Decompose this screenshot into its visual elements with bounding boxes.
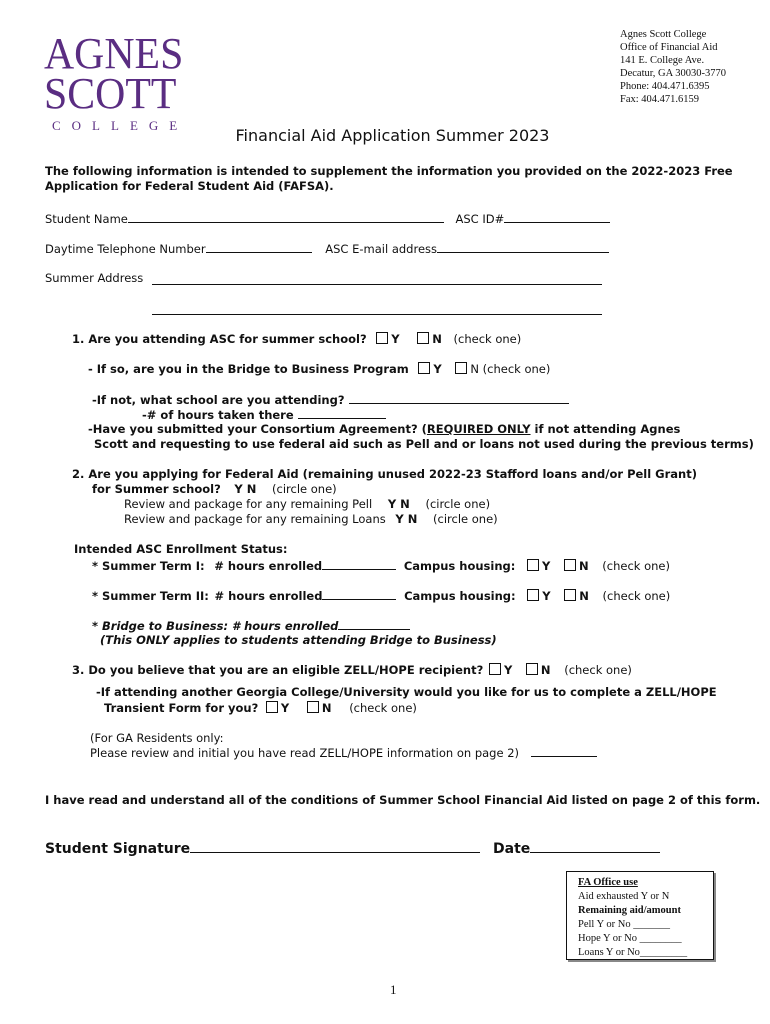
bridge-yes-checkbox[interactable] (418, 362, 430, 374)
intro-line-2: Application for Federal Student Aid (FAFSA). (45, 179, 334, 193)
logo-line-scott: SCOTT (44, 69, 177, 118)
ga-residents-row (90, 745, 597, 760)
daytime-phone-label: Daytime Telephone Number (45, 242, 206, 256)
date-input[interactable] (530, 838, 660, 853)
other-school-input[interactable] (349, 392, 569, 404)
bridge-hours-input[interactable] (338, 618, 410, 630)
q1-no-label: N (432, 332, 442, 346)
term2-housing-label: Campus housing: (404, 589, 516, 603)
signature-row (45, 838, 660, 857)
q1-if-not-row (92, 392, 569, 407)
enrollment-heading: Intended ASC Enrollment Status: (74, 542, 288, 556)
agnes-scott-logo (44, 29, 204, 134)
q1-if-not-label: -If not, what school are you attending? (92, 393, 345, 407)
q3-transient-row (104, 701, 417, 715)
bridge-hours-label: * Bridge to Business: # hours enrolled (92, 619, 339, 633)
phone-email-row (45, 241, 609, 256)
bridge-no-checkbox[interactable] (455, 362, 467, 374)
summer-address-label: Summer Address (45, 271, 144, 285)
asc-id-input[interactable] (504, 211, 610, 223)
acknowledgement: I have read and understand all of the conditions of Summer School Financial Aid listed on page 2 of this form. (45, 793, 761, 807)
q2-pell-label: Review and package for any remaining Pell (124, 497, 373, 511)
q2-line-2 (92, 482, 337, 496)
q2-loans-circle-one: (circle one) (433, 512, 498, 526)
term2-hours-label: # hours enrolled (214, 589, 323, 603)
q1-hours-row (142, 407, 386, 422)
q2-loans-yn[interactable]: Y N (395, 512, 418, 526)
q2-loans-label: Review and package for any remaining Loans (124, 512, 386, 526)
q1-consortium-row (88, 422, 680, 436)
ga-residents-line-1: (For GA Residents only: (90, 731, 224, 745)
term1-housing-no-checkbox[interactable] (564, 559, 576, 571)
q1-bridge-row (88, 362, 550, 376)
address-line: Office of Financial Aid (620, 42, 718, 53)
q1-yes-checkbox[interactable] (376, 332, 388, 344)
term1-row (92, 558, 670, 573)
address-line: Decatur, GA 30030-3770 (620, 68, 727, 79)
zell-hope-initials-input[interactable] (531, 745, 597, 757)
transient-yes-label: Y (280, 701, 290, 715)
q3-check-one: (check one) (564, 663, 632, 677)
q1-check-one: (check one) (453, 332, 522, 346)
daytime-phone-input[interactable] (206, 241, 312, 253)
form-title: Financial Aid Application Summer 2023 (235, 126, 550, 145)
consortium-text-a: -Have you submitted your Consortium Agreement? ( (88, 422, 427, 436)
office-remaining: Remaining aid/amount (578, 905, 681, 916)
logo-line-college: COLLEGE (52, 118, 189, 133)
address-line: Fax: 404.471.6159 (620, 94, 700, 105)
term1-housing-yes-label: Y (542, 559, 551, 573)
q3-yes-label: Y (503, 663, 513, 677)
office-aid-exhausted: Aid exhausted Y or N (578, 891, 670, 902)
term1-check-one: (check one) (602, 559, 670, 573)
term1-hours-input[interactable] (322, 558, 396, 570)
asc-email-input[interactable] (437, 241, 609, 253)
q3-no-label: N (540, 663, 551, 677)
q2-loans-row (124, 512, 498, 526)
student-signature-input[interactable] (190, 838, 480, 853)
page-number: 1 (390, 982, 397, 997)
intro-line-1: The following information is intended to supplement the information you provided on the 2022-2023 Free (45, 164, 733, 178)
consortium-text-b: if not attending Agnes (530, 422, 681, 436)
term2-housing-no-label: N (579, 589, 589, 603)
q3-transient-line-1: -If attending another Georgia College/University would you like for us to complete a ZELL/HOPE (96, 685, 717, 699)
bridge-yes-label: Y (433, 362, 442, 376)
office-pell: Pell Y or No _______ (578, 919, 670, 930)
bridge-check-one: N (check one) (470, 362, 551, 376)
asc-id-label: ASC ID# (455, 212, 505, 226)
q1-yes-label: Y (391, 332, 400, 346)
q3-transient-label: Transient Form for you? (104, 701, 259, 715)
term1-housing-yes-checkbox[interactable] (527, 559, 539, 571)
term2-housing-yes-label: Y (542, 589, 551, 603)
student-signature-label: Student Signature (45, 841, 191, 857)
address-line: 141 E. College Ave. (620, 55, 705, 66)
q2-line-1: 2. Are you applying for Federal Aid (remaining unused 2022-23 Stafford loans and/or Pell Grant) (72, 467, 697, 481)
student-name-input[interactable] (128, 211, 444, 223)
consortium-line-2: Scott and requesting to use federal aid such as Pell and or loans not used during the previous terms) (94, 437, 754, 451)
summer-address-input-1[interactable] (152, 273, 602, 285)
address-line: Phone: 404.471.6395 (620, 81, 710, 92)
term2-check-one: (check one) (602, 589, 671, 603)
q2-pell-row (124, 497, 490, 511)
term1-label: * Summer Term I: (92, 559, 205, 573)
term2-housing-yes-checkbox[interactable] (527, 589, 539, 601)
summer-address-input-2[interactable] (152, 303, 602, 315)
q3-no-checkbox[interactable] (526, 663, 538, 675)
bridge-row (92, 618, 410, 633)
office-box-heading: FA Office use (578, 877, 638, 888)
q1-hours-label: -# of hours taken there (142, 408, 294, 422)
transient-no-label: N (321, 701, 332, 715)
bridge-note: (This ONLY applies to students attending Bridge to Business) (100, 633, 497, 647)
ga-residents-line-2: Please review and initial you have read ZELL/HOPE information on page 2) (90, 746, 520, 760)
term2-hours-input[interactable] (322, 588, 396, 600)
student-name-row (45, 211, 610, 226)
term2-housing-no-checkbox[interactable] (564, 589, 576, 601)
q2-summer-label: for Summer school? (92, 482, 221, 496)
q2-circle-one: (circle one) (272, 482, 337, 496)
q1-bridge-question: - If so, are you in the Bridge to Business Program (88, 362, 409, 376)
term1-housing-no-label: N (579, 559, 589, 573)
logo-line-agnes: AGNES (44, 29, 184, 78)
student-name-label: Student Name (45, 212, 128, 226)
transient-check-one: (check one) (349, 701, 417, 715)
office-hope: Hope Y or No ________ (578, 933, 682, 944)
q3-row (72, 663, 632, 677)
q3-question: 3. Do you believe that you are an eligible ZELL/HOPE recipient? (72, 663, 484, 677)
hours-taken-input[interactable] (298, 407, 386, 419)
q1-no-checkbox[interactable] (417, 332, 429, 344)
office-loans: Loans Y or No_________ (578, 947, 688, 958)
q3-yes-checkbox[interactable] (489, 663, 501, 675)
date-label: Date (493, 841, 531, 857)
q2-yn-circle[interactable]: Y N (234, 482, 257, 496)
q2-pell-yn[interactable]: Y N (387, 497, 410, 511)
q1-row (72, 332, 521, 346)
term2-row (92, 588, 670, 603)
office-address (620, 28, 726, 106)
q1-question: 1. Are you attending ASC for summer school? (72, 332, 367, 346)
transient-no-checkbox[interactable] (307, 701, 319, 713)
address-line: Agnes Scott College (620, 29, 707, 40)
term2-label: * Summer Term II: (92, 589, 209, 603)
q2-pell-circle-one: (circle one) (425, 497, 491, 511)
fa-office-use-box (566, 871, 714, 960)
consortium-required: REQUIRED ONLY (426, 422, 531, 436)
term1-housing-label: Campus housing: (403, 559, 516, 573)
asc-email-label: ASC E-mail address (325, 242, 438, 256)
term1-hours-label: # hours enrolled (214, 559, 323, 573)
transient-yes-checkbox[interactable] (266, 701, 278, 713)
